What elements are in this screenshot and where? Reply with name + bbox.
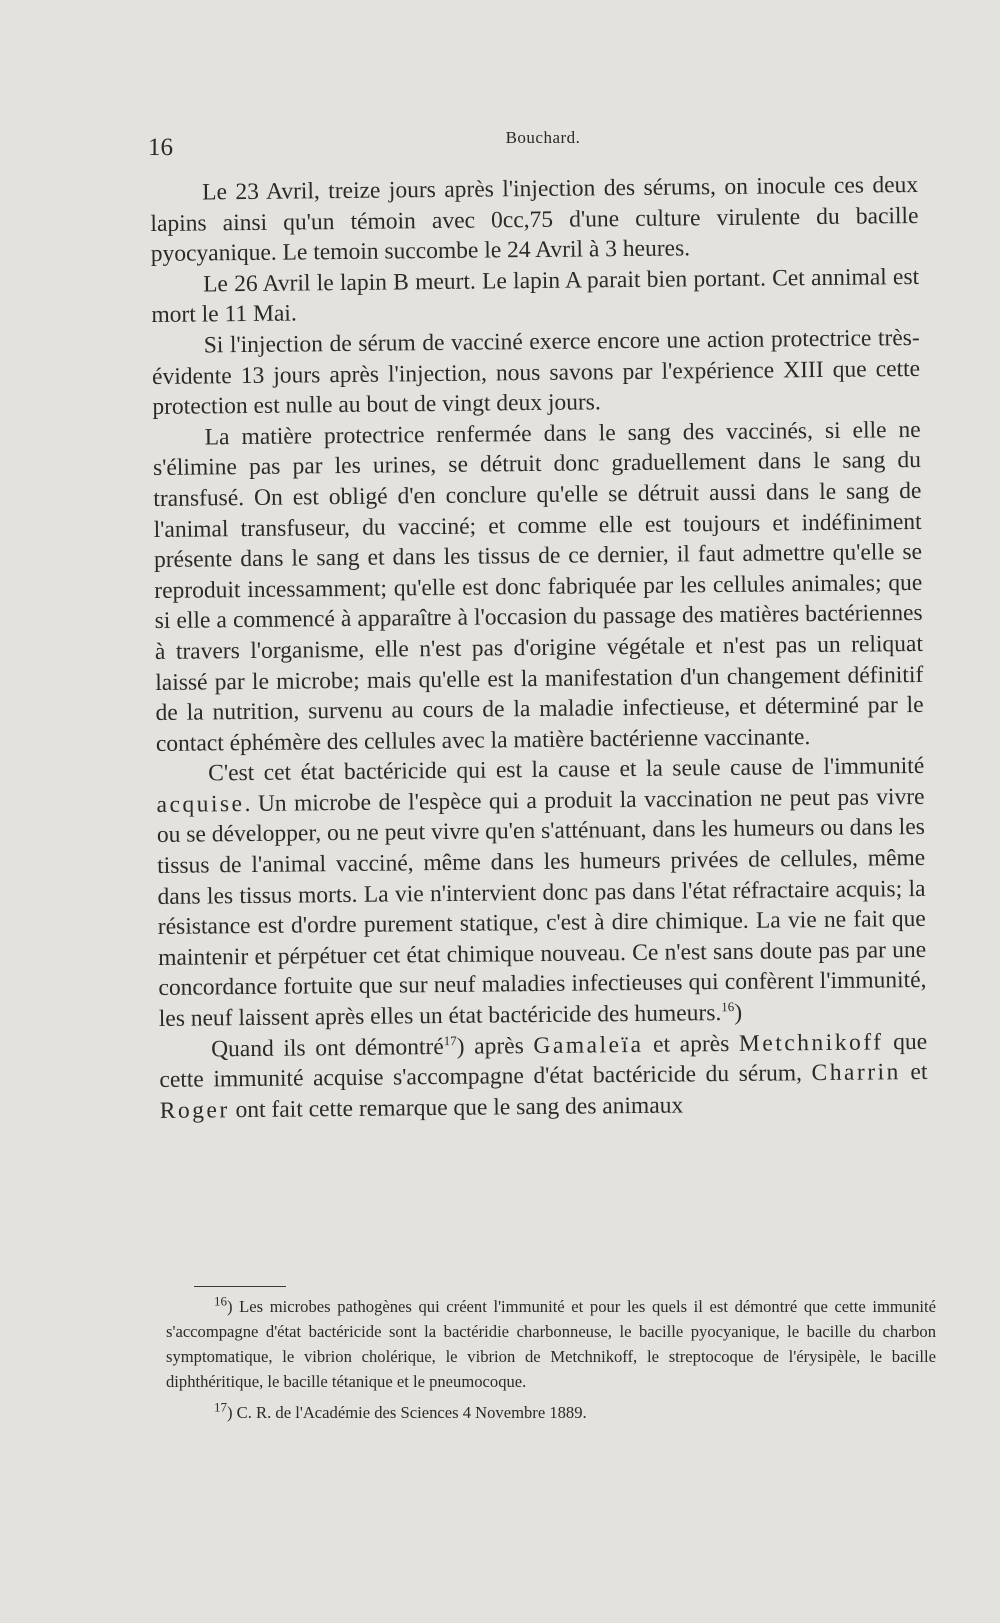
paragraph-6-text-c: et après — [643, 1030, 740, 1058]
paragraph-6-text-f: ont fait cette remarque que le sang des animaux — [229, 1092, 684, 1124]
footnote-mark-17: 17 — [214, 1399, 227, 1415]
page-header — [148, 128, 938, 161]
footnote-ref-16[interactable]: 16 — [721, 999, 735, 1015]
author-name-gamaleia: Gamaleïa — [533, 1031, 644, 1059]
author-name-charrin: Charrin — [811, 1059, 901, 1087]
paragraph-6-text-b: ) après — [456, 1032, 534, 1060]
footnote-mark-17-close: ) — [227, 1403, 233, 1422]
paragraph-5-text-b: . Un microbe de l'espèce qui a produit la vaccination ne peut pas vivre ou se développer, ou ne peut vivre qu'en s'atténuant, dans les humeurs ou dans les tissus de l'animal vacciné, même dans les humeurs privées de cellules, même dans les tissus morts. La vie n'intervient donc pas dans l'état réfractaire acquis; la résistance est d'ordre purement statique, c'est à dire chimique. La vie ne fait que maintenir et pérpétuer cet état chimique nouveau. Ce n'est sans doute pas par une concordance fortuite que sur neuf maladies infectieuses qui confèrent l'immunité, les neuf laissent après elles un état bactéricide des humeurs. — [156, 783, 927, 1032]
footnote-mark-16-close: ) — [227, 1297, 233, 1316]
footnote-ref-16-close: ) — [734, 999, 743, 1026]
paragraph-3: Si l'injection de sérum de vacciné exerce encore une action protectrice très-évidente 13 jours après l'injection, nous savons par l'expérience XIII que cette protection est nulle au bout de vingt deux jours. — [151, 324, 921, 421]
footnote-17 — [166, 1400, 936, 1425]
footnote-16-text: Les microbes pathogènes qui créent l'immunité et pour les quels il est démontré que cette immunité s'accompagne d'état bactéricide sont la bactéridie charbonneuse, le bacille pyocyanique, le bacille du charbon symptomatique, le vibrion cholérique, le vibrion de Metchnikoff, le streptocoque de l'érysipèle, le bacille diphthéritique, le bacille tétanique et le pneumocoque. — [166, 1297, 936, 1391]
paragraph-2: Le 26 Avril le lapin B meurt. Le lapin A parait bien portant. Cet annimal est mort le 11 Mai. — [151, 263, 920, 329]
paragraph-6 — [159, 1027, 928, 1127]
body-text — [150, 170, 928, 1126]
paragraph-4: La matière protectrice renfermée dans le sang des vaccinés, si elle ne s'élimine pas par les urines, se détruit donc graduellement dans le sang du transfusé. On est obligé d'en conclure qu'elle se détruit aussi dans le sang de l'animal transfuseur, du vacciné; et comme elle est toujours et indéfiniment présente dans le sang et dans les tissus de ce dernier, il faut admettre qu'elle se reproduit incessamment; qu'elle est donc fabriquée par les cellules animales; que si elle a commencé à apparaître à l'occasion du passage des matières bactériennes à travers l'organisme, elle n'est pas d'origine végétale et n'est pas un reliquat laissé par le microbe; mais qu'elle est la manifestation d'un changement définitif de la nutrition, survenu au cours de la maladie infectieuse, et déterminé par le contact éphémère des cellules avec la matière bactérienne vaccinante. — [152, 416, 924, 757]
paragraph-6-text-d: que cette immunité acquise s'accompagne d'état bactéricide du sérum, — [159, 1028, 928, 1094]
emphasis-acquise: acquise — [156, 790, 245, 818]
footnote-17-text: C. R. de l'Académie des Sciences 4 Novembre 1889. — [232, 1403, 587, 1422]
author-name-roger: Roger — [159, 1097, 230, 1124]
footnote-ref-17[interactable]: 17 — [443, 1032, 457, 1048]
paragraph-1: Le 23 Avril, treize jours après l'injection des sérums, on inocule ces deux lapins ainsi qu'un témoin avec 0cc,75 d'une culture virulente du bacille pyocyanique. Le temoin succombe le 24 Avril à 3 heures. — [150, 171, 919, 268]
page-number: 16 — [148, 134, 173, 161]
running-head: Bouchard. — [505, 128, 581, 147]
footnote-16 — [166, 1294, 936, 1394]
paragraph-5 — [156, 751, 927, 1034]
footnotes — [166, 1294, 936, 1431]
paragraph-6-text-a: Quand ils ont démontré — [210, 1033, 444, 1063]
paragraph-5-text-a: C'est cet état bactéricide qui est la cause et la seule cause de l'immunité — [208, 753, 925, 787]
footnote-mark-16: 16 — [214, 1293, 227, 1309]
author-name-metchnikoff: Metchnikoff — [738, 1028, 884, 1057]
paragraph-6-text-e: et — [900, 1059, 928, 1086]
footnote-separator — [194, 1286, 286, 1287]
